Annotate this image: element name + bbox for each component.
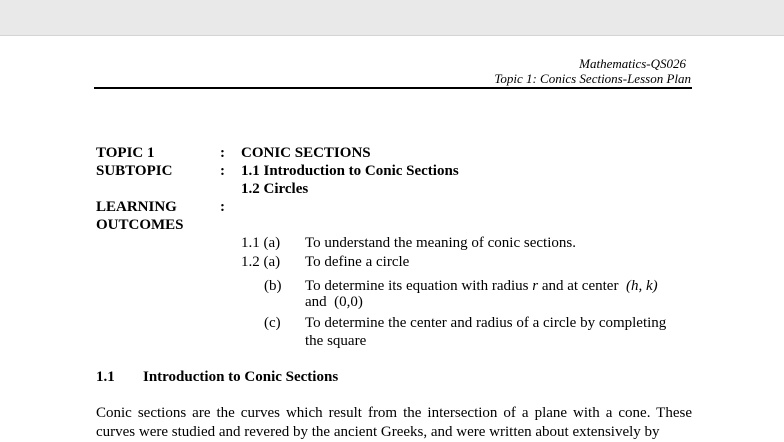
outcome-number: 1.2 (a)	[241, 254, 281, 270]
outcome-text-continued: the square	[305, 333, 367, 349]
outcome-text: To define a circle	[305, 254, 410, 270]
center-coordinates: (h, k)	[625, 278, 658, 294]
origin-coordinates: (0,0)	[334, 294, 363, 310]
header-rule	[94, 87, 692, 89]
outcomes-label: OUTCOMES	[96, 217, 184, 233]
outcome-number: (b)	[264, 278, 282, 294]
body-paragraph: Conic sections are the curves which result from the intersection of a plane with a cone. These curves were studied and revered by the ancient Greeks, and were written about extensively by	[96, 405, 692, 440]
header-topic-line: Topic 1: Conics Sections-Lesson Plan	[494, 71, 691, 86]
subtopic-item: 1.2 Circles	[241, 181, 309, 197]
section-title: Introduction to Conic Sections	[143, 369, 339, 385]
outcome-text: To determine the center and radius of a circle by completing	[305, 315, 667, 331]
topic-value: CONIC SECTIONS	[241, 145, 371, 161]
outcome-text-middle: and at center	[541, 278, 619, 294]
learning-label: LEARNING	[96, 199, 177, 215]
outcome-text-continued	[305, 293, 363, 311]
subtopic-item: 1.1 Introduction to Conic Sections	[241, 163, 459, 179]
outcome-text: To understand the meaning of conic sections.	[305, 235, 576, 251]
outcome-and: and	[305, 294, 327, 310]
outcome-number: 1.1 (a)	[241, 235, 281, 251]
outcome-text-start: To determine its equation with radius	[305, 278, 529, 294]
topic-label: TOPIC 1	[96, 145, 155, 161]
subtopic-label: SUBTOPIC	[96, 163, 173, 179]
section-number: 1.1	[96, 369, 115, 385]
radius-variable: r	[532, 278, 539, 294]
header-course: Mathematics-QS026	[579, 56, 686, 71]
learning-colon: :	[220, 199, 225, 215]
subtopic-colon: :	[220, 163, 225, 179]
outcome-number: (c)	[264, 315, 281, 331]
topic-colon: :	[220, 145, 225, 161]
